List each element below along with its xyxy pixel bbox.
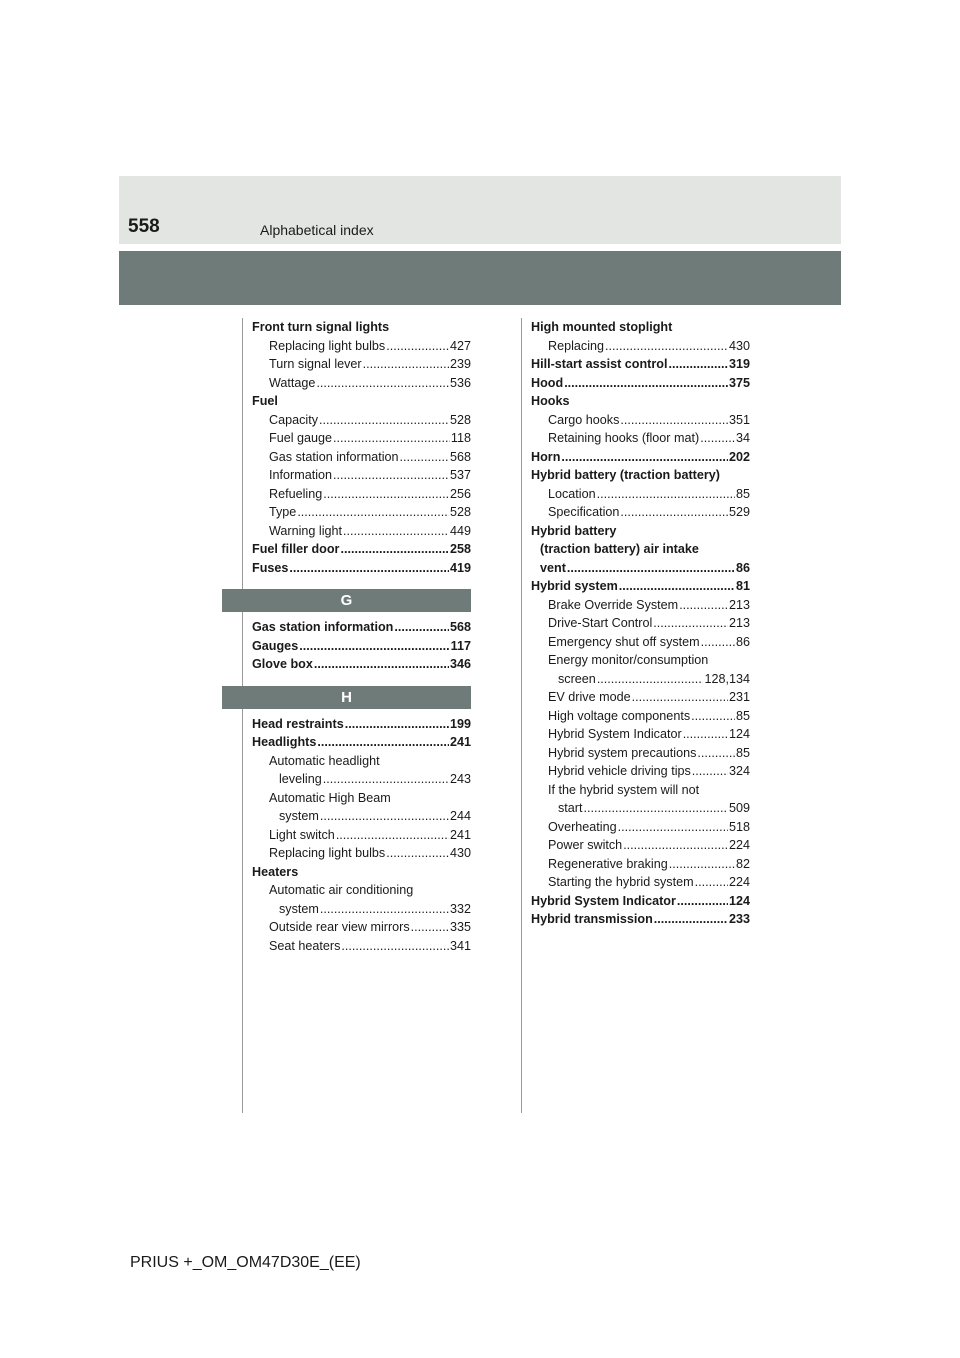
index-entry (252, 355, 471, 374)
index-entry (531, 559, 750, 578)
index-entry (252, 411, 471, 430)
index-group-f (252, 318, 471, 577)
entry-text: Information (269, 468, 332, 482)
entry-text: Refueling (269, 486, 323, 501)
dot-leader (561, 448, 728, 467)
entry-page[interactable]: 118 (450, 431, 471, 445)
entry-page[interactable]: 528 (449, 505, 471, 519)
entry-text: vent (540, 560, 566, 575)
dot-leader (345, 715, 449, 734)
index-entry (531, 781, 750, 800)
entry-page[interactable]: 202 (728, 449, 750, 464)
index-entry (252, 770, 471, 789)
dot-leader (289, 559, 449, 578)
dot-leader (691, 707, 735, 726)
entry-text: Front turn signal lights (252, 320, 390, 334)
entry-text: system (279, 809, 319, 823)
entry-text: Hybrid system (531, 579, 618, 593)
entry-text: Type (269, 505, 297, 519)
index-entry (252, 715, 471, 734)
entry-text: Hybrid System Indicator (548, 727, 682, 741)
dot-leader (319, 411, 449, 430)
dot-leader (394, 618, 449, 637)
dot-leader (341, 937, 449, 956)
index-entry (252, 318, 471, 337)
entry-page[interactable]: 85 (735, 708, 750, 723)
entry-text: Location (548, 486, 596, 501)
dot-leader (567, 559, 735, 578)
entry-text: system (279, 901, 319, 916)
entry-page[interactable]: 375 (728, 375, 750, 390)
index-entry (531, 466, 750, 485)
entry-text: Automatic High Beam (269, 790, 391, 805)
entry-page[interactable]: 528 (449, 412, 471, 427)
entry-page[interactable]: 244 (449, 809, 471, 823)
index-entry (531, 799, 750, 818)
entry-page[interactable]: 529 (728, 505, 750, 519)
index-entry (252, 522, 471, 541)
index-column-right (531, 318, 750, 929)
entry-page[interactable]: 213 (728, 597, 750, 612)
dot-leader (677, 892, 728, 911)
index-entry (531, 392, 750, 411)
entry-text: Turn signal lever (269, 357, 362, 371)
dot-leader (320, 807, 449, 826)
index-entry (252, 918, 471, 937)
dot-leader (683, 725, 728, 744)
entry-text: Warning light (269, 523, 343, 538)
entry-text: Head restraints (252, 716, 344, 731)
entry-page[interactable]: 239 (449, 357, 471, 371)
dot-leader (695, 873, 728, 892)
entry-text: start (558, 801, 583, 815)
dot-leader (597, 485, 735, 504)
dot-leader (314, 655, 449, 674)
entry-page[interactable]: 537 (449, 468, 471, 482)
entry-text: High mounted stoplight (531, 320, 673, 334)
header-band (119, 251, 841, 305)
entry-text: Hybrid transmission (531, 912, 653, 926)
entry-text: Regenerative braking (548, 856, 668, 871)
entry-text: Hybrid System Indicator (531, 893, 676, 908)
entry-text: High voltage components (548, 708, 691, 723)
index-entry (252, 844, 471, 863)
entry-text: Starting the hybrid system (548, 875, 694, 889)
dot-leader (605, 337, 728, 356)
entry-page[interactable]: 509 (728, 801, 750, 815)
dot-leader (363, 355, 449, 374)
entry-page[interactable]: 124 (728, 893, 750, 908)
page-header (119, 176, 841, 244)
entry-page[interactable]: 124 (728, 727, 750, 741)
entry-text: Gas station information (252, 620, 394, 634)
dot-leader (299, 637, 449, 656)
index-entry (531, 910, 750, 929)
entry-page[interactable]: 256 (449, 486, 471, 501)
index-entry (531, 318, 750, 337)
dot-leader (400, 448, 449, 467)
entry-text: Glove box (252, 657, 313, 671)
dot-leader (323, 770, 449, 789)
index-entry (252, 337, 471, 356)
entry-text: Hybrid vehicle driving tips (548, 764, 691, 778)
entry-text: leveling (279, 772, 322, 786)
entry-page[interactable]: 568 (449, 449, 471, 464)
dot-leader (620, 503, 728, 522)
index-entry (531, 818, 750, 837)
index-entry (252, 374, 471, 393)
entry-text: Hood (531, 375, 564, 390)
index-entry (531, 688, 750, 707)
index-entry (531, 448, 750, 467)
index-entry (531, 503, 750, 522)
entry-text: Hybrid battery (traction battery) (531, 468, 720, 482)
entry-text: Power switch (548, 838, 623, 852)
entry-page[interactable]: 85 (735, 486, 750, 501)
index-entry (252, 733, 471, 752)
entry-page[interactable]: 449 (449, 523, 471, 538)
index-entry (531, 577, 750, 596)
entry-page[interactable]: 241 (449, 735, 471, 749)
entry-text: Replacing light bulbs (269, 846, 386, 860)
index-entry (531, 485, 750, 504)
entry-text: Energy monitor/consumption (548, 653, 709, 667)
entry-page[interactable]: 319 (728, 357, 750, 371)
entry-page[interactable]: 213 (728, 616, 750, 630)
entry-page[interactable]: 536 (449, 375, 471, 390)
entry-text: EV drive mode (548, 690, 631, 704)
entry-text: If the hybrid system will not (548, 782, 700, 797)
index-entry (252, 392, 471, 411)
index-entry (531, 540, 750, 559)
entry-text: Wattage (269, 375, 316, 390)
entry-text: Fuel (252, 394, 278, 408)
dot-leader (323, 485, 449, 504)
index-entry (252, 540, 471, 559)
dot-leader (297, 503, 449, 522)
entry-page[interactable]: 324 (728, 764, 750, 778)
index-entry (531, 429, 750, 448)
index-entry (252, 789, 471, 808)
index-group-g (252, 618, 471, 674)
entry-page[interactable]: 231 (728, 690, 750, 704)
dot-leader (340, 540, 449, 559)
dot-leader (692, 762, 728, 781)
dot-leader (317, 733, 449, 752)
entry-text: Overheating (548, 819, 617, 834)
dot-leader (320, 900, 449, 919)
entry-page[interactable]: 199 (449, 716, 471, 731)
index-entry (252, 655, 471, 674)
entry-text: Hill-start assist control (531, 357, 668, 371)
entry-page[interactable]: 346 (449, 657, 471, 671)
entry-page[interactable]: 86 (735, 634, 750, 649)
entry-text: Automatic air conditioning (269, 883, 414, 897)
section-title: Alphabetical index (260, 222, 374, 238)
entry-page[interactable]: 86 (735, 560, 750, 575)
entry-text: Drive-Start Control (548, 616, 653, 630)
index-entry (252, 429, 471, 448)
index-entry (252, 448, 471, 467)
index-entry (531, 651, 750, 670)
index-entry (252, 937, 471, 956)
entry-page[interactable]: 233 (728, 912, 750, 926)
index-entry (252, 466, 471, 485)
dot-leader (564, 374, 728, 393)
entry-page[interactable]: 568 (449, 620, 471, 634)
index-entry (531, 411, 750, 430)
entry-text: Outside rear view mirrors (269, 920, 410, 934)
document-footer: PRIUS +_OM_OM47D30E_(EE) (130, 1254, 361, 1271)
dot-leader (620, 411, 728, 430)
index-entry (531, 374, 750, 393)
index-entry (531, 522, 750, 541)
index-entry (531, 670, 750, 689)
entry-page[interactable]: 243 (449, 772, 471, 786)
index-entry (252, 503, 471, 522)
column-divider-left (242, 318, 243, 1113)
entry-text: Horn (531, 449, 561, 464)
entry-page[interactable]: 430 (728, 338, 750, 353)
index-entry (252, 485, 471, 504)
index-entry (252, 826, 471, 845)
entry-text: Replacing (548, 338, 605, 353)
entry-page[interactable]: 419 (449, 560, 471, 575)
index-group-h (252, 715, 471, 956)
entry-text: Hooks (531, 394, 570, 408)
dot-leader (679, 596, 728, 615)
index-entry (531, 762, 750, 781)
entry-page[interactable]: 241 (449, 827, 471, 842)
entry-text: Automatic headlight (269, 753, 380, 768)
index-entry (531, 744, 750, 763)
entry-page[interactable]: 85 (735, 745, 750, 760)
entry-text: screen (558, 671, 596, 686)
index-entry (531, 614, 750, 633)
entry-text: Emergency shut off system (548, 634, 700, 649)
entry-page[interactable]: 81 (735, 579, 750, 593)
letter-divider-g: G (222, 589, 471, 612)
dot-leader (700, 429, 735, 448)
index-entry (252, 752, 471, 771)
entry-text: Heaters (252, 864, 299, 879)
dot-leader (343, 522, 449, 541)
entry-text: Hybrid battery (531, 523, 617, 538)
page-number: 558 (128, 216, 160, 237)
dot-leader (623, 836, 728, 855)
dot-leader (316, 374, 449, 393)
letter-divider-h: H (222, 686, 471, 709)
index-entry (531, 855, 750, 874)
dot-leader (336, 826, 449, 845)
entry-text: Fuel filler door (252, 542, 340, 556)
entry-text: Gauges (252, 638, 299, 653)
dot-leader (618, 818, 728, 837)
dot-leader (333, 466, 449, 485)
entry-page[interactable]: 518 (728, 819, 750, 834)
entry-page[interactable]: 258 (449, 542, 471, 556)
index-entry (531, 633, 750, 652)
index-entry (531, 892, 750, 911)
dot-leader (669, 855, 735, 874)
dot-leader (597, 670, 704, 689)
entry-text: Gas station information (269, 449, 399, 464)
dot-leader (386, 337, 449, 356)
entry-page[interactable]: 335 (449, 920, 471, 934)
entry-page[interactable]: 332 (449, 901, 471, 916)
index-entry (531, 725, 750, 744)
index-entry (252, 881, 471, 900)
index-entry (252, 618, 471, 637)
entry-text: Cargo hooks (548, 412, 620, 427)
entry-page[interactable]: 351 (728, 412, 750, 427)
entry-page[interactable]: 82 (735, 856, 750, 871)
column-divider-right (521, 318, 522, 1113)
dot-leader (701, 633, 735, 652)
dot-leader (653, 614, 728, 633)
dot-leader (411, 918, 449, 937)
entry-page[interactable]: 117 (450, 638, 471, 653)
index-entry (252, 807, 471, 826)
entry-text: Fuel gauge (269, 431, 333, 445)
dot-leader (584, 799, 728, 818)
entry-text: Specification (548, 505, 620, 519)
dot-leader (654, 910, 728, 929)
entry-text: Fuses (252, 560, 289, 575)
entry-page[interactable]: 341 (449, 938, 471, 953)
index-entry (531, 355, 750, 374)
dot-leader (668, 355, 728, 374)
entry-text: Capacity (269, 412, 318, 427)
entry-page[interactable]: 34 (735, 431, 750, 445)
entry-text: (traction battery) air intake (540, 542, 699, 556)
entry-page[interactable]: 128,134 (704, 671, 750, 686)
entry-page[interactable]: 224 (728, 838, 750, 852)
index-entry (531, 873, 750, 892)
dot-leader (619, 577, 735, 596)
dot-leader (632, 688, 728, 707)
index-entry (531, 337, 750, 356)
entry-text: Retaining hooks (floor mat) (548, 431, 700, 445)
entry-page[interactable]: 224 (728, 875, 750, 889)
entry-text: Headlights (252, 735, 317, 749)
dot-leader (386, 844, 449, 863)
entry-text: Replacing light bulbs (269, 338, 386, 353)
dot-leader (697, 744, 735, 763)
entry-text: Seat heaters (269, 938, 341, 953)
entry-page[interactable]: 430 (449, 846, 471, 860)
index-entry (252, 559, 471, 578)
index-entry (531, 836, 750, 855)
index-entry (252, 637, 471, 656)
entry-text: Hybrid system precautions (548, 745, 697, 760)
entry-page[interactable]: 427 (449, 338, 471, 353)
index-entry (531, 707, 750, 726)
entry-text: Light switch (269, 827, 335, 842)
index-column-left (252, 318, 471, 955)
index-entry (531, 596, 750, 615)
index-entry (252, 863, 471, 882)
entry-text: Brake Override System (548, 597, 679, 612)
index-entry (252, 900, 471, 919)
dot-leader (333, 429, 450, 448)
